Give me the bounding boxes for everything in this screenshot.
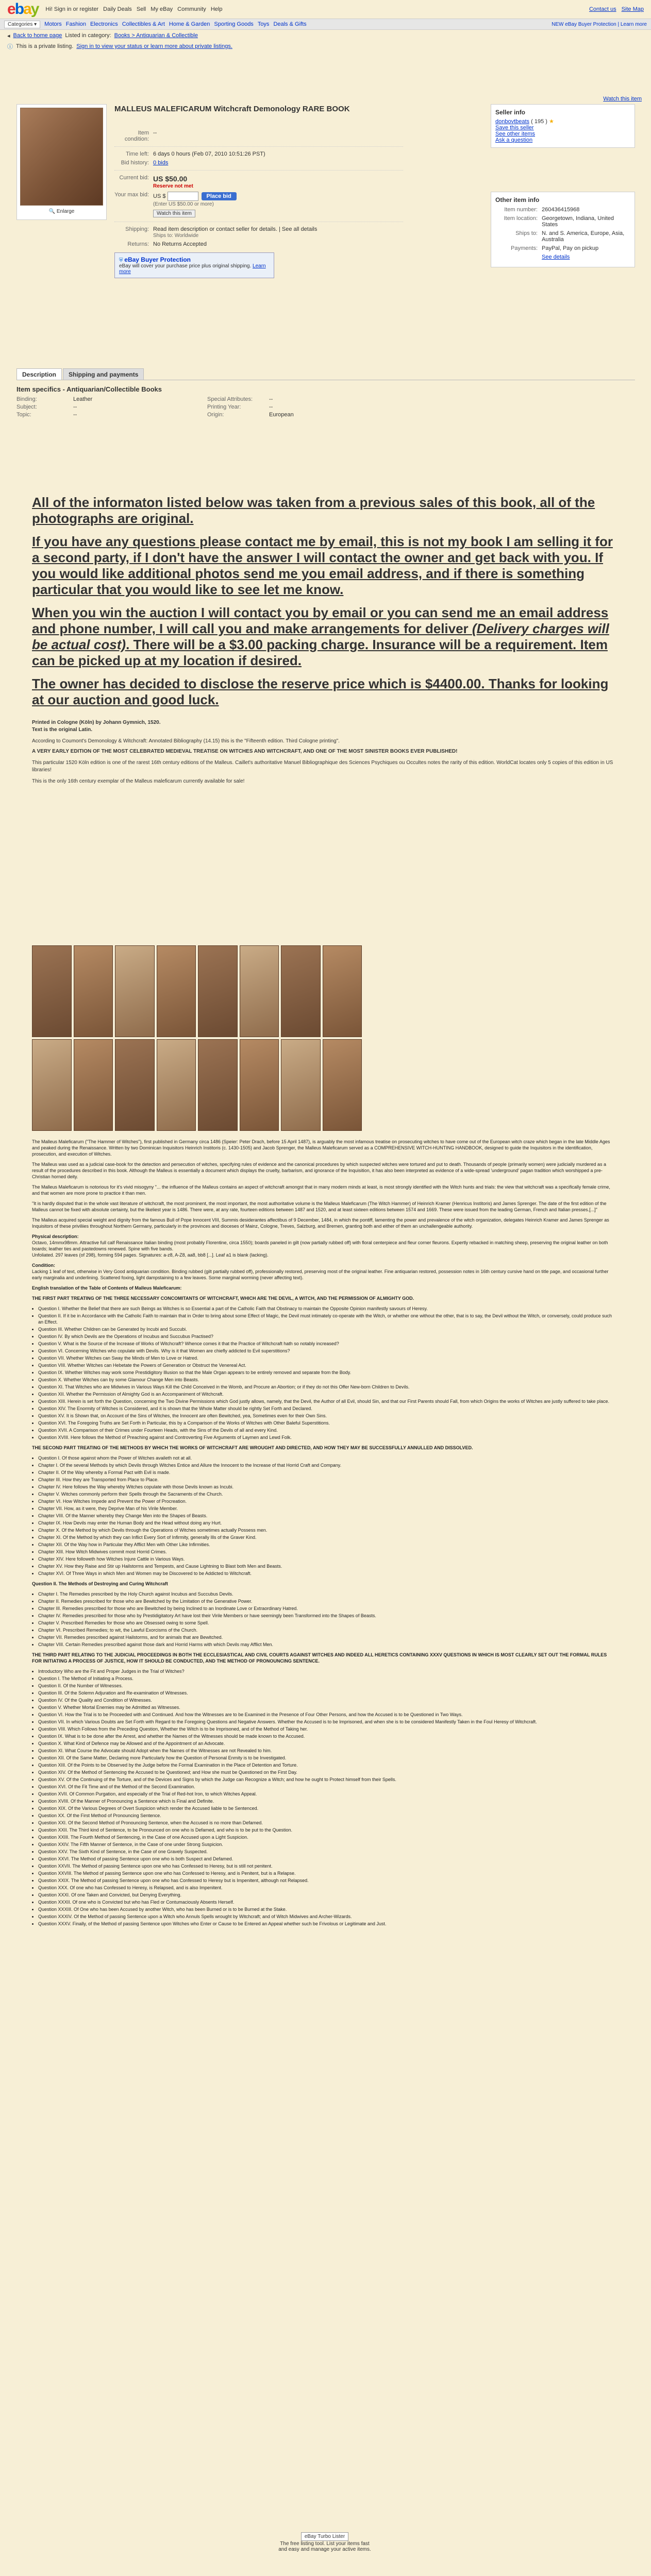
spec-label: Printing Year: xyxy=(207,404,241,410)
book-photo[interactable] xyxy=(198,945,238,1037)
toc-item: • Question XIII. Of the Points to be Observed by the Judge before the Formal Examination in the Place of Detention and Torture. xyxy=(38,1762,614,1768)
toc-item: • Question XIV. Of the Method of Sentencing the Accused to be Questioned; and How she must be Questioned on the First Day. xyxy=(38,1769,614,1775)
spec-value: -- xyxy=(73,404,77,410)
reserve-status: Reserve not met xyxy=(153,183,193,189)
toc-item: • Question X. Whether Witches can by some Glamour Change Men into Beasts. xyxy=(38,1377,614,1383)
part2b-list xyxy=(38,1591,614,1648)
nav-motors[interactable]: Motors xyxy=(44,21,62,27)
save-seller-link[interactable]: Save this seller xyxy=(495,125,534,131)
book-photo[interactable] xyxy=(32,1039,72,1131)
history-para: The Malleus was used as a judicial case-book for the detection and persecution of witches, specifying rules of evidence and the canonical procedures by which suspected witches were tortured and put to death. Thousands of people (primarily women) were judicially murdered as a result of the procedures described in this book. Although the Malleus is essentially a document which displays the cruelty, barbarism, and ignorance of the Inquisition, it has also been interpreted as evidence of a wide-spread 'underground' pagan tradition which worshipped a pre-Christian horned deity. xyxy=(32,1162,606,1179)
toc-item: • Question IX. Whether Witches may work some Prestidigitory Illusion so that the Male Organ appears to be entirely removed and separate from the Body. xyxy=(38,1369,614,1376)
physical-section: Physical description: Octavo, 14mmx98mm. Attractive full calf Renaissance Italian binding (most probably Florentine, circa 1550); boards paneled in gilt (now partially rubbed off) with floral centerpiece and fleur corner fleurons. Expertly rebacked in matching sheep, preserving the original leather on both boards; leather ties and pastedowns renewed. Spine with five bands. Unfoliated. 297 leaves (of 298), forming 594 pages. Signatures: a-z8, A-Z8, aa8, bb8 [...]. Leaf a1 is blank (lacking). xyxy=(32,1234,608,1258)
desc-intro: All of the informaton listed below was taken from a previous sales of this book, all of the photographs are original. xyxy=(32,495,595,526)
current-bid-label: Current bid: xyxy=(119,175,149,181)
book-photo[interactable] xyxy=(198,1039,238,1131)
toc-item: • Chapter XII. Of the Way how in Particular they Afflict Men with Other Like Infirmities. xyxy=(38,1541,614,1548)
ask-question-link[interactable]: Ask a question xyxy=(495,137,533,143)
toc-item: • Chapter I. Of the several Methods by which Devils through Witches Entice and Allure the Innocent to the Increase of that Horrid Craft and Company. xyxy=(38,1462,614,1468)
spec-value: -- xyxy=(73,412,77,418)
toc-item: • Chapter VI. How Witches Impede and Prevent the Power of Procreation. xyxy=(38,1498,614,1504)
condition-value: -- xyxy=(153,130,157,136)
contact-us-link[interactable]: Contact us xyxy=(589,6,616,12)
info-icon: ⓘ xyxy=(7,44,13,50)
history-para: The Malleus Maleficarum ("The Hammer of Witches"), first published in Germany circa 1486 (Speier: Peter Drach, before 15 April 1487), is arguably the most infamous treatise on prosecuting witches to have come out of the European witch craze which began in the late Middle Ages and peaked during the Renaissance. Written by two Dominican Inquisitors Heinrich Institoris (c. 1430-1505) and Jacob Sprenger, the Malleus Maleficarum served as a COMPREHENSIVE WITCH-HUNTING HANDBOOK, designed to guide the Inquisitors in the identification, prosecution, and execution of Witches. xyxy=(32,1139,610,1157)
toc-item: • Question XXXI. Of one Taken and Convicted, but Denying Everything. xyxy=(38,1892,614,1898)
toc-item: • Question XIII. Herein is set forth the Question, concerning the Two Divine Permissions which God justly allows, namely, that the Devil, the Author of all Evil, should Sin, and that our First Parents should Fall, from which Origins the works of Witches are justly suffered to take place. xyxy=(38,1398,614,1404)
nav-electronics[interactable]: Electronics xyxy=(90,21,118,27)
private-listing-notice xyxy=(0,41,651,52)
part2b-heading: Question II. The Methods of Destroying and Curing Witchcraft xyxy=(32,1581,168,1586)
listed-in-label: Listed in category: xyxy=(65,32,111,39)
spec-value: -- xyxy=(269,396,273,402)
link-sell[interactable]: Sell xyxy=(136,6,146,12)
tab-description[interactable]: Description xyxy=(16,368,62,380)
link-daily-deals[interactable]: Daily Deals xyxy=(103,6,132,12)
site-map-link[interactable]: Site Map xyxy=(621,6,644,12)
shipping-label: Shipping: xyxy=(125,226,149,232)
shield-icon: ⛨ xyxy=(119,258,123,263)
time-left-value: 6 days 0 hours (Feb 07, 2010 10:51:26 PST) xyxy=(153,151,265,157)
current-bid-value: US $50.00 xyxy=(153,175,188,183)
toc-item: • Question X. What Kind of Defence may be Allowed and of the Appointment of an Advocate. xyxy=(38,1740,614,1747)
toc-item: • Chapter XI. Of the Method by which they can Inflict Every Sort of Infirmity, generally Ills of the Graver Kind. xyxy=(38,1534,614,1540)
nav-sporting[interactable]: Sporting Goods xyxy=(214,21,254,27)
bid-history-label: Bid history: xyxy=(121,160,149,166)
rarity-text-2: This is the only 16th century exemplar of the Malleus maleficarum currently available for sale! xyxy=(32,778,245,784)
desc-questions: If you have any questions please contact me by email, this is not my book I am selling it for a second party, if I don't have the answer I will contact the owner and get back with you. If you would like additional photos send me you email address, and if there is something particular that you would like to see let me know. xyxy=(32,534,613,597)
item-details xyxy=(114,130,403,278)
toc-item: • Question II. Of the Number of Witnesses. xyxy=(38,1683,614,1689)
book-photo[interactable] xyxy=(74,945,113,1037)
item-specifics xyxy=(16,385,635,418)
toc-item: • Question V. What is the Source of the Increase of Works of Witchcraft? Whence comes it that the Practice of Witchcraft hath so notably increased? xyxy=(38,1341,614,1347)
nav-deals[interactable]: Deals & Gifts xyxy=(273,21,307,27)
history-para: The Malleus Maleficarum is notorious for it's vivid misogyny "... the influence of the Malleus contains an aspect of witchcraft amongst that in many modern minds at least, is most strongly identified with the Witch hunts and trials: the view that witchcraft was a specifically female crime, and that women are more prone to practice it than men. xyxy=(32,1184,610,1196)
toc-item: • Question VII. In which Various Doubts are Set Forth with Regard to the Foregoing Questions and Negative Answers. Whether the Accused is to be Imprisoned, and when she is to be considered Manifestly Taken in the Foul Heresy of Witchcraft. xyxy=(38,1719,614,1725)
toc-item: • Question IV. By which Devils are the Operations of Incubus and Succubus Practised? xyxy=(38,1333,614,1340)
star-icon: ★ xyxy=(548,118,554,125)
book-image[interactable] xyxy=(20,108,103,206)
toc-item: • Question II. If it be in Accordance with the Catholic Faith to maintain that in Order to bring about some Effect of Magic, the Devil must intimately co-operate with the Witch, or whether one without the other, that is to say, the Devil without the Witch, or conversely, could produce such an Effect. xyxy=(38,1313,614,1325)
feedback-score[interactable]: ( 195 ) xyxy=(531,118,547,125)
item-number-label: Item number: xyxy=(504,207,538,213)
toc-item: • Question I. Whether the Belief that there are such Beings as Witches is so Essential a part of the Catholic Faith that Obstinacy to maintain the Opposite Opinion manifestly savours of Heresy. xyxy=(38,1306,614,1312)
location-value: Georgetown, Indiana, United States xyxy=(542,215,614,228)
seller-info-box xyxy=(491,104,635,148)
other-items-link[interactable]: See other items xyxy=(495,131,536,137)
toc-item: • Chapter XV. How they Raise and Stir up Hailstorms and Tempests, and Cause Lightning to Blast both Men and Beasts. xyxy=(38,1563,614,1569)
time-left-label: Time left: xyxy=(126,151,149,157)
toc-item: • Question XVI. Of the Fit Time and of the Method of the Second Examination. xyxy=(38,1784,614,1790)
history-para: "It is hardly disputed that in the whole vast literature of witchcraft, the most prominent, the most important, the most authoritative volume is the Malleus Maleficarum (The Witch Hammer) of Heinrich Kramer (Henricus Institoris) and James Sprenger. The date of the first edition of the Malleus cannot be fixed with absolute certainty, but the likeliest year is 1486. There were, at any rate, fourteen editions between 1487 and 1520, and at least sixteen editions between 1574 and 1669. These were issued from the leading German, French and Italian presses.[...]" xyxy=(32,1201,607,1212)
toc-item: • Question XXXIV. Of the Method of passing Sentence upon a Witch who Annuls Spells wrought by Witchcraft; and of Witch Midwives and Archer-Wizards. xyxy=(38,1913,614,1920)
toc-item: • Question XVIII. Here follows the Method of Preaching against and Controverting Five Arguments of Laymen and Lewd Folk. xyxy=(38,1434,614,1440)
currency-label: US $ xyxy=(153,193,166,199)
shipping-value: Read item description or contact seller for details. | See all details xyxy=(153,226,318,232)
watch-item-link[interactable]: Watch this item xyxy=(603,96,642,102)
according-text: According to Coumont's Demonology & Witchcraft: Annotated Bibliography (14.15) this is the "Fifteenth edition. Third Cologne printing". xyxy=(32,738,340,744)
condition-label: Item condition: xyxy=(124,130,149,142)
spec-label: Special Attributes: xyxy=(207,396,253,402)
returns-label: Returns: xyxy=(127,241,149,247)
seller-name[interactable]: donbovtbeats xyxy=(495,118,530,125)
history-para: The Malleus acquired special weight and dignity from the famous Bull of Pope Innocent VIII, Summis desiderantes affectibus of 9 December, 1484, in which the pontiff, lamenting the power and prevalence of the witch organization, delegates Heinrich Kramer and James Sprenger as Inquisitors of these priviliies throughout Northern Germany, particularly in the provinces and dioceses of Mainz, Cologne, Treves, Salzburg, and Bremen, granting both and either of them an unchallengeable authority. xyxy=(32,1217,609,1229)
toc-item: • Chapter II. Of the Way whereby a Formal Pact with Evil is made. xyxy=(38,1469,614,1476)
tab-shipping-payments[interactable]: Shipping and payments xyxy=(63,368,144,380)
specifics-heading: Item specifics - Antiquarian/Collectible Books xyxy=(16,385,162,393)
toc-item: • Introductory Who are the Fit and Proper Judges in the Trial of Witches? xyxy=(38,1668,614,1674)
spec-label: Topic: xyxy=(16,412,31,418)
toc-item: • Chapter IX. How Devils may enter the Human Body and the Head without doing any Hurt. xyxy=(38,1520,614,1526)
toc-item: • Question XII. Whether the Permission of Almighty God is an Accompaniment of Witchcraft. xyxy=(38,1391,614,1397)
rarity-text: This particular 1520 Köln edition is one of the rarest 16th century editions of the Malleus. Caillet's authoritative Manuel Bibliographique des Sciences Psychiques ou Occultes notes the rarity of this edition. WorldCat locates only 5 copies of this edition in US libraries! xyxy=(32,760,613,773)
toc-item: • Chapter VI. Prescribed Remedies; to wit, the Lawful Exorcisms of the Church. xyxy=(38,1627,614,1633)
book-photo[interactable] xyxy=(281,1039,321,1131)
chevron-down-icon: ▾ xyxy=(34,21,37,27)
toc-item: • Question III. Of the Solemn Adjuration and Re-examination of Witnesses. xyxy=(38,1690,614,1696)
toc-item: • Question VIII. Whether Witches can Hebetate the Powers of Generation or Obstruct the Venereal Act. xyxy=(38,1362,614,1368)
toc-item: • Question VI. How the Trial is to be Proceeded with and Continued. And how the Witnesses are to be Examined in the Presence of Four Other Persons, and how the Accused is to be Questioned in Two Ways. xyxy=(38,1711,614,1718)
toc-item: • Question III. Whether Children can be Generated by Incubi and Succubi. xyxy=(38,1326,614,1332)
toc-item: • Question XXII. The Third kind of Sentence, to be Pronounced on one who is Defamed, and who is to be put to the Question. xyxy=(38,1827,614,1833)
toc-item: • Question VI. Concerning Witches who copulate with Devils. Why is it that Women are chiefly addicted to Evil superstitions? xyxy=(38,1348,614,1354)
ships-to-label: Ships to: xyxy=(515,230,538,236)
book-photo[interactable] xyxy=(323,1039,362,1131)
item-photo[interactable] xyxy=(16,104,107,220)
toc-item: • Question XXIX. The Method of passing Sentence upon one who has Confessed to Heresy but is Impenitent, although not Relapsed. xyxy=(38,1877,614,1884)
book-photo[interactable] xyxy=(281,945,321,1037)
toc-item: • Chapter XVI. Of Three Ways in which Men and Women may be Discovered to be Addicted to Witchcraft. xyxy=(38,1570,614,1577)
spec-label: Origin: xyxy=(207,412,224,418)
toc-item: • Question XXXV. Finally, of the Method of passing Sentence upon Witches who Enter or Cause to be Entered an Appeal whether such be Frivolous or Legitimate and Just. xyxy=(38,1921,614,1927)
toc-item: • Chapter IV. Here follows the Way whereby Witches copulate with those Devils known as Incubi. xyxy=(38,1484,614,1490)
book-photo[interactable] xyxy=(240,1039,279,1131)
toc-item: • Chapter XIII. How Witch Midwives commit most Horrid Crimes. xyxy=(38,1549,614,1555)
spec-value: European xyxy=(269,412,294,418)
part1-heading: THE FIRST PART TREATING OF THE THREE NECESSARY CONCOMITANTS OF WITCHCRAFT, WHICH ARE THE DEVIL, A WITCH, AND THE PERMISSION OF ALMIGHTY GOD. xyxy=(32,1296,414,1301)
description-photos xyxy=(32,945,362,1131)
max-bid-input[interactable] xyxy=(168,192,198,201)
toc-item: • Question XXIII. The Fourth Method of Sentencing, in the Case of one Accused upon a Light Suspicion. xyxy=(38,1834,614,1840)
place-bid-button[interactable]: Place bid xyxy=(202,192,237,200)
toc-item: • Question XXXIII. Of One who has been Accused by another Witch, who has been Burned or is to be Burned at the Stake. xyxy=(38,1906,614,1912)
toc-item: • Chapter II. Remedies prescribed for those who are Bewitched by the Limitation of the Generative Power. xyxy=(38,1598,614,1604)
private-listing-text: This is a private listing. xyxy=(16,43,74,49)
spec-label: Subject: xyxy=(16,404,37,410)
protection-learn-more[interactable]: Learn more xyxy=(119,263,266,275)
see-details-link[interactable]: See details xyxy=(542,254,570,260)
top-links xyxy=(45,6,582,12)
part2-heading: THE SECOND PART TREATING OF THE METHODS BY WHICH THE WORKS OF WITCHCRAFT ARE WROUGHT AND DIRECTED, AND HOW THEY MAY BE SUCCESSFULLY ANNULLED AND DISSOLVED. xyxy=(32,1445,473,1450)
desc-delivery: When you win the auction I will contact you by email or you can send me an email address and phone number, I will call you and make arrangements for deliver (Delivery charges will be actual cost). There will be a $3.00 packing charge. Insurance will be a requirement. Item can be picked up at my location if desired. xyxy=(32,605,609,668)
returns-value: No Returns Accepted xyxy=(153,241,207,247)
other-info-heading: Other item info xyxy=(495,196,540,204)
book-photo[interactable] xyxy=(32,945,72,1037)
item-title: MALLEUS MALEFICARUM Witchcraft Demonology RARE BOOK xyxy=(114,105,350,113)
toc-item: • Chapter VIII. Certain Remedies prescribed against those dark and Horrid Harms with which Devils may Afflict Men. xyxy=(38,1641,614,1648)
ebay-logo[interactable]: ebay xyxy=(7,1,39,18)
toc-item: • Question I. Of those against whom the Power of Witches availeth not at all. xyxy=(38,1455,614,1461)
nav-fashion[interactable]: Fashion xyxy=(65,21,86,27)
toc-item: • Question XV. It is Shown that, on Account of the Sins of Witches, the Innocent are often Bewitched, yea, Sometimes even for their Own Sins. xyxy=(38,1413,614,1419)
description-tabs xyxy=(16,368,144,380)
toc-item: • Question XXVII. The Method of passing Sentence upon one who has Confessed to Heresy, but is still not penitent. xyxy=(38,1863,614,1869)
book-photo[interactable] xyxy=(157,1039,196,1131)
toc-item: • Question XI. What Course the Advocate should Adopt when the Names of the Witnesses are not Revealed to him. xyxy=(38,1748,614,1754)
bid-history-link[interactable]: 0 bids xyxy=(153,160,169,166)
payments-value: PayPal, Pay on pickup xyxy=(542,245,599,251)
toc-item: • Chapter III. Remedies prescribed for those who are Bewitched by being Inclined to an Inordinate Love or Extraordinary Hatred. xyxy=(38,1605,614,1612)
toc-item: • Question XXXII. Of one who is Convicted but who has Fled or Contumaciously Absents Herself. xyxy=(38,1899,614,1905)
protection-title: eBay Buyer Protection xyxy=(124,256,191,263)
toc-item: • Question XVII. Of Common Purgation, and especially of the Trial of Red-hot Iron, to which Witches Appeal. xyxy=(38,1791,614,1797)
toc-item: • Chapter V. Witches commonly perform their Spells through the Sacraments of the Church. xyxy=(38,1491,614,1497)
toc-item: • Chapter VII. Remedies prescribed against Hailstorms, and for animals that are Bewitched. xyxy=(38,1634,614,1640)
protection-text: eBay will cover your purchase price plus original shipping. xyxy=(119,263,252,269)
item-number-value: 260436415968 xyxy=(542,207,580,213)
back-arrow-icon: ◂ xyxy=(7,32,10,39)
toc-item: • Chapter IV. Remedies prescribed for those who by Prestidigitatory Art have lost their Virile Members or have seemingly been Transformed into the Shapes of Beasts. xyxy=(38,1613,614,1619)
categories-dropdown[interactable]: Categories ▾ xyxy=(4,21,40,28)
greeting[interactable]: Hi! Sign in or register xyxy=(45,6,99,12)
back-home-link[interactable]: Back to home page xyxy=(13,32,62,39)
toc-item: • Question XVIII. Of the Manner of Pronouncing a Sentence which is Final and Definite. xyxy=(38,1798,614,1804)
toc-item: • Chapter I. The Remedies prescribed by the Holy Church against Incubus and Succubus Devils. xyxy=(38,1591,614,1597)
breadcrumb xyxy=(0,30,651,41)
toc-item: • Question XXV. The Sixth Kind of Sentence, in the Case of one Gravely Suspected. xyxy=(38,1849,614,1855)
toc-item: • Question XX. Of the First Method of Pronouncing Sentence. xyxy=(38,1812,614,1819)
toc-item: • Question XXVI. The Method of passing Sentence upon one who is both Suspect and Defamed. xyxy=(38,1856,614,1862)
toc-item: • Chapter III. How they are Transported from Place to Place. xyxy=(38,1477,614,1483)
bold-claim: A VERY EARLY EDITION OF THE MOST CELEBRATED MEDIEVAL TREATISE ON WITCHES AND WITCHCRAFT, AND ONE OF THE MOST SINISTER BOOKS EVER PUBLISHED! xyxy=(32,749,458,754)
turbo-lister-text: The free listing tool. List your items fast and easy and manage your active items. xyxy=(278,2541,371,2552)
seller-heading: Seller info xyxy=(495,109,526,116)
toc-item: • Question XV. Of the Continuing of the Torture, and of the Devices and Signs by which the Judge can Recognize a Witch; and how he ought to Protect himself from their Spells. xyxy=(38,1776,614,1783)
book-photo[interactable] xyxy=(115,945,155,1037)
toc-item: • Chapter VII. How, as it were, they Deprive Man of his Virile Member. xyxy=(38,1505,614,1512)
toc-item: • Question XVII. A Comparison of their Crimes under Fourteen Heads, with the Sins of the Devils of all and every Kind. xyxy=(38,1427,614,1433)
toc-item: • Question IV. Of the Quality and Condition of Witnesses. xyxy=(38,1697,614,1703)
toc-item: • Chapter XIV. Here followeth how Witches Injure Cattle in Various Ways. xyxy=(38,1556,614,1562)
nav-toys[interactable]: Toys xyxy=(257,21,270,27)
toc-item: • Question XII. Of the Same Matter, Declaring more Particularly how the Question of Personal Enmity is to be Investigated. xyxy=(38,1755,614,1761)
part3-heading: THE THIRD PART RELATING TO THE JUDICIAL PROCEEDINGS IN BOTH THE ECCLESIASTICAL AND CIVIL COURTS AGAINST WITCHES AND INDEED ALL HERETICS CONTAINING XXXV QUESTIONS IN WHICH IS MOST CLEARLY SET OUT THE FORMAL RULES FOR INITIATING A PROCESS OF JUSTICE, HOW IT SHOULD BE CONDUCTED, AND THE METHOD OF PRONOUNCING SENTENCE. xyxy=(32,1652,607,1664)
toc-item: • Question V. Whether Mortal Enemies may be Admitted as Witnesses. xyxy=(38,1704,614,1710)
buyer-protection-box xyxy=(114,252,274,278)
top-links-right xyxy=(589,6,644,12)
nav-home-garden[interactable]: Home & Garden xyxy=(169,21,210,27)
toc-item: • Question I. The Method of Initiating a Process. xyxy=(38,1675,614,1682)
payments-label: Payments: xyxy=(511,245,538,251)
book-photo[interactable] xyxy=(115,1039,155,1131)
toc-item: • Question VII. Whether Witches can Sway the Minds of Men to Love or Hatred. xyxy=(38,1355,614,1361)
link-my-ebay[interactable]: My eBay xyxy=(151,6,173,12)
part3-list xyxy=(38,1668,614,1927)
condition-section: Condition: Lacking 1 leaf of text, otherwise in Very Good antiquarian condition. Binding rubbed (gilt partially rubbed off), professionally restored, preserving most of the original leather. Fine antiquarian restored, possession notes in 16th century cursive hand on title page, and occasional further early marginalia and underlining. Scattered foxing, light dampstaining to a few leaves. Some marginal worming (never affecting text). xyxy=(32,1263,609,1280)
toc-item: • Question XXVIII. The Method of passing Sentence upon one who has Confessed to Heresy, and is Penitent, but is a Relapse. xyxy=(38,1870,614,1876)
book-photo[interactable] xyxy=(323,945,362,1037)
toc-item: • Question XVI. The Foregoing Truths are Set Forth in Particular, this by a Comparison of the Works of Witches with Other Baleful Superstitions. xyxy=(38,1420,614,1426)
ships-to: Ships to: Worldwide xyxy=(153,233,199,239)
toc-item: • Question XXI. Of the Second Method of Pronouncing Sentence, when the Accused is no more than Defamed. xyxy=(38,1820,614,1826)
buyer-protection-link[interactable]: NEW eBay Buyer Protection | Learn more xyxy=(552,21,647,27)
enlarge-link[interactable]: 🔍 Enlarge xyxy=(48,209,75,214)
toc-item: • Question XI. That Witches who are Midwives in Various Ways Kill the Child Conceived in the Womb, and Procure an Abortion; or if they do not this Offer New-born Children to Devils. xyxy=(38,1384,614,1390)
toc-item: • Chapter V. Prescribed Remedies for those who are Obsessed owing to some Spell. xyxy=(38,1620,614,1626)
link-community[interactable]: Community xyxy=(177,6,206,12)
book-photo[interactable] xyxy=(240,945,279,1037)
printed-info: Printed in Cologne (Köln) by Johann Gymnich, 1520. Text is the original Latin. xyxy=(32,720,161,733)
part1-list xyxy=(38,1306,614,1440)
enter-hint: (Enter US $50.00 or more) xyxy=(153,201,214,207)
spec-label: Binding: xyxy=(16,396,37,402)
toc-item: • Question VIII. Which Follows from the Preceding Question, Whether the Witch is to be Imprisoned, and of the Method of Taking her. xyxy=(38,1726,614,1732)
turbo-lister-badge xyxy=(278,2532,371,2552)
toc-item: • Question XIV. The Enormity of Witches is Considered, and it is shown that the Whole Matter should be rightly Set Forth and Declared. xyxy=(38,1405,614,1412)
toc-item: • Question XIX. Of the Various Degrees of Overt Suspicion which render the Accused liable to be Sentenced. xyxy=(38,1805,614,1811)
turbo-lister-logo[interactable]: eBay Turbo Lister xyxy=(301,2532,348,2541)
nav-collectibles[interactable]: Collectibles & Art xyxy=(122,21,165,27)
book-photo[interactable] xyxy=(74,1039,113,1131)
toc-item: • Chapter VIII. Of the Manner whereby they Change Men into the Shapes of Beasts. xyxy=(38,1513,614,1519)
ships-to-value: N. and S. America, Europe, Asia, Australia xyxy=(542,230,625,243)
spec-value: Leather xyxy=(73,396,93,402)
desc-reserve: The owner has decided to disclose the reserve price which is $4400.00. Thanks for looking at our auction and good luck. xyxy=(32,676,609,707)
magnifier-icon: 🔍 xyxy=(48,209,56,214)
book-photo[interactable] xyxy=(157,945,196,1037)
link-help[interactable]: Help xyxy=(210,6,223,12)
spec-value: -- xyxy=(269,404,273,410)
top-bar xyxy=(0,0,651,19)
private-listing-link[interactable]: Sign in to view your status or learn more about private listings. xyxy=(76,43,232,49)
toc-item: • Question XXIV. The Fifth Manner of Sentence, in the Case of one under Strong Suspicion. xyxy=(38,1841,614,1848)
other-item-info xyxy=(491,192,635,267)
part2-list xyxy=(38,1455,614,1577)
toc-item: • Question XXX. Of one who has Confessed to Heresy, is Relapsed, and is also Impenitent. xyxy=(38,1885,614,1891)
watch-button[interactable]: Watch this item xyxy=(153,210,195,217)
category-path-link[interactable]: Books > Antiquarian & Collectible xyxy=(114,32,198,39)
item-summary xyxy=(16,104,635,290)
max-bid-label: Your max bid: xyxy=(114,192,149,198)
toc-item: • Question IX. What is to be done after the Arrest, and whether the Names of the Witnesses should be made known to the Accused. xyxy=(38,1733,614,1739)
toc-item: • Chapter X. Of the Method by which Devils through the Operations of Witches sometimes actually Possess men. xyxy=(38,1527,614,1533)
toc-heading: English translation of the Table of Contents of Malleus Maleficarum: xyxy=(32,1285,182,1291)
location-label: Item location: xyxy=(504,215,538,222)
long-description xyxy=(32,1139,614,1931)
nav-bar xyxy=(0,19,651,30)
item-description xyxy=(32,495,614,785)
